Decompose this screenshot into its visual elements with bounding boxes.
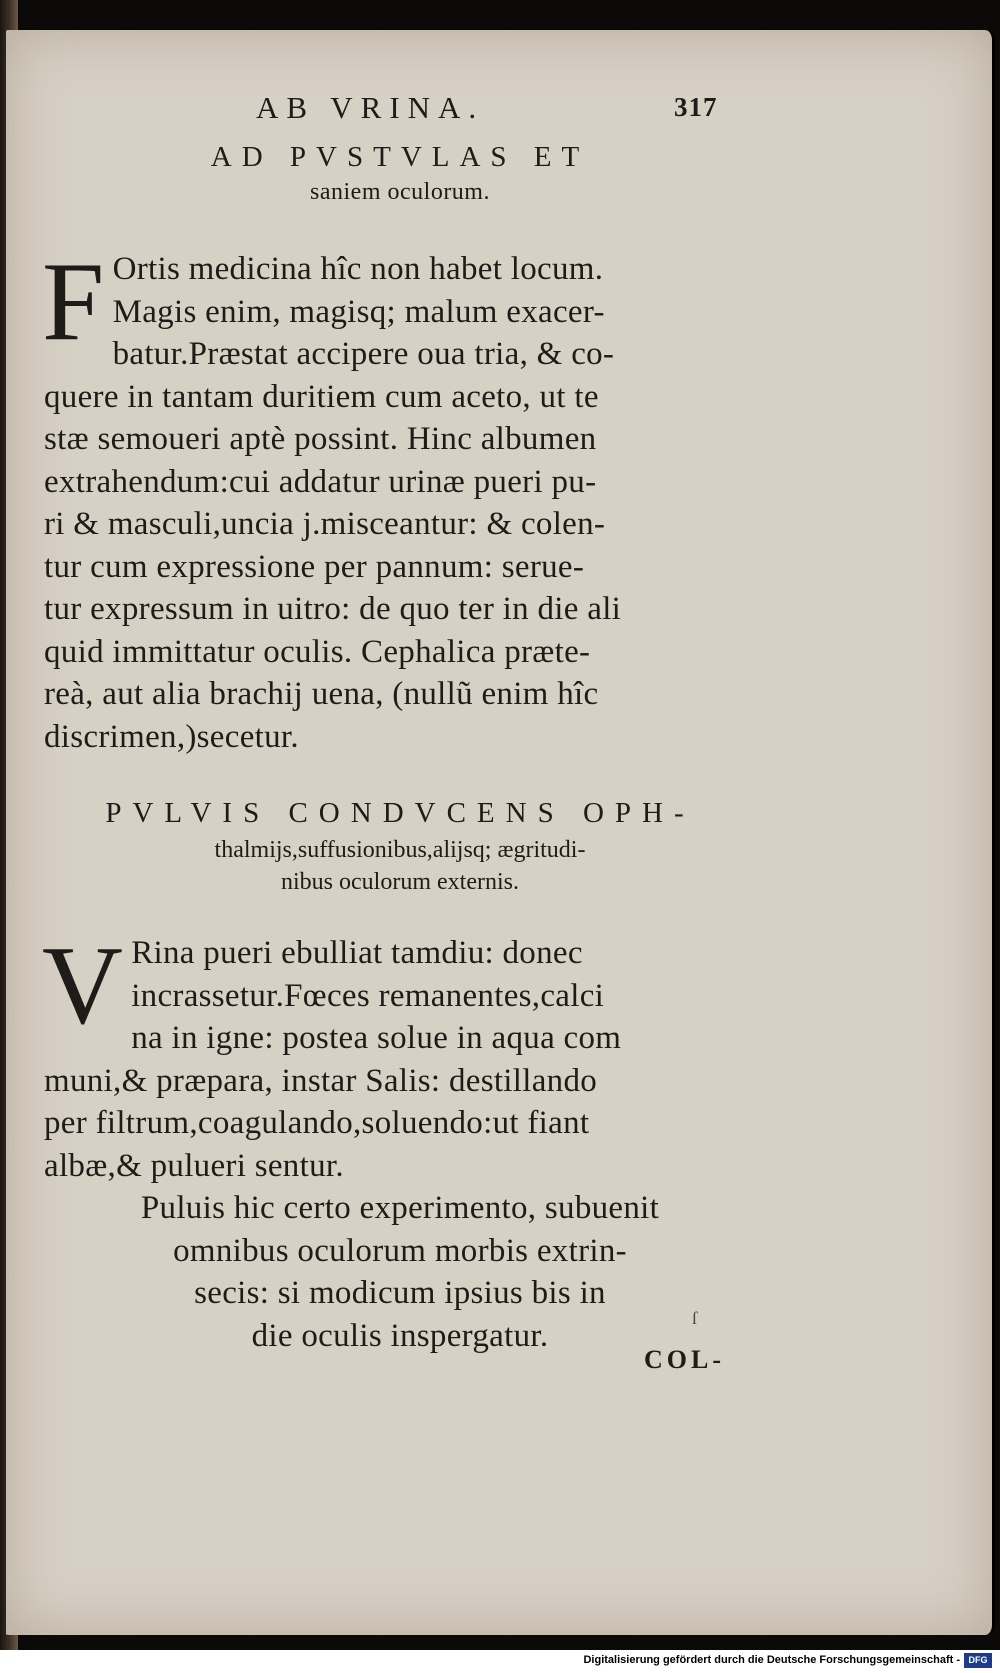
- text-line: Puluis hic certo experimento, subuenit: [140, 1190, 660, 1226]
- text-line: incrassetur.Fœces remanentes,calci: [131, 977, 605, 1014]
- text-line: quere in tantam duritiem cum aceto, ut te: [44, 378, 599, 415]
- text-line: tur cum expressione per pannum: serue-: [44, 548, 585, 585]
- text-line: Rina pueri ebulliat tamdiu: donec: [131, 935, 583, 971]
- book-page: [6, 30, 995, 1635]
- text-line: discrimen,)secetur.: [44, 718, 299, 755]
- dfg-logo: DFG: [964, 1653, 992, 1668]
- text-line: stæ semoueri aptè possint. Hinc albumen: [44, 421, 597, 457]
- paragraph-2: [42, 924, 756, 1187]
- text-line: na in igne: postea solue in aqua com: [131, 1020, 622, 1056]
- paragraph-1: [42, 240, 756, 758]
- text-line: muni,& præpara, instar Salis: destillando: [44, 1062, 598, 1099]
- text-line: albæ,& pulueri sentur.: [44, 1147, 344, 1184]
- subheading-line: nibus oculorum externis.: [281, 869, 519, 895]
- dropcap-f: F: [42, 240, 105, 364]
- text-line: extrahendum:cui addatur urinæ pueri pu-: [44, 463, 597, 500]
- footer-credit: Digitalisierung gefördert durch die Deutsche Forschungsgemeinschaft -: [583, 1654, 960, 1666]
- text-line: batur.Præstat accipere oua tria, & co-: [112, 336, 615, 372]
- text-line: Magis enim, magisq; malum exacer-: [112, 293, 605, 330]
- section-heading-1: AD PVSTVLAS ET: [210, 141, 590, 173]
- text-line: tur expressum in uitro: de quo ter in die ali: [44, 591, 622, 627]
- text-line: quid immittatur oculis. Cephalica præte-: [44, 633, 591, 670]
- text-line: Ortis medicina hîc non habet locum.: [112, 251, 604, 287]
- text-line: reà, aut alia brachij uena, (nullũ enim hîc: [44, 676, 599, 712]
- page-number: 317: [674, 92, 718, 122]
- section-subheading-1: saniem oculorum.: [310, 179, 490, 205]
- running-title: AB VRINA.: [256, 90, 485, 125]
- section-heading-2: PVLVIS CONDVCENS OPH-: [105, 797, 695, 829]
- text-line: per filtrum,coagulando,soluendo:ut fiant: [44, 1105, 590, 1141]
- running-head: [44, 90, 756, 136]
- dropcap-v: V: [42, 924, 124, 1048]
- page-text-block: [42, 90, 756, 1374]
- stray-mark: ſ: [692, 1308, 698, 1328]
- catchword: COL-: [644, 1345, 725, 1374]
- digitization-footer: [0, 1650, 1000, 1673]
- text-line: omnibus oculorum morbis extrin-: [173, 1232, 627, 1269]
- section-subheading-2: [44, 834, 756, 898]
- text-line: secis: si modicum ipsius bis in: [194, 1275, 606, 1311]
- paragraph-3: [44, 1187, 756, 1357]
- text-line: ri & masculi,uncia j.misceantur: & colen-: [44, 506, 606, 542]
- text-line: die oculis inspergatur.: [251, 1317, 549, 1354]
- subheading-line: thalmijs,suffusionibus,alijsq; ægritudi-: [214, 837, 586, 863]
